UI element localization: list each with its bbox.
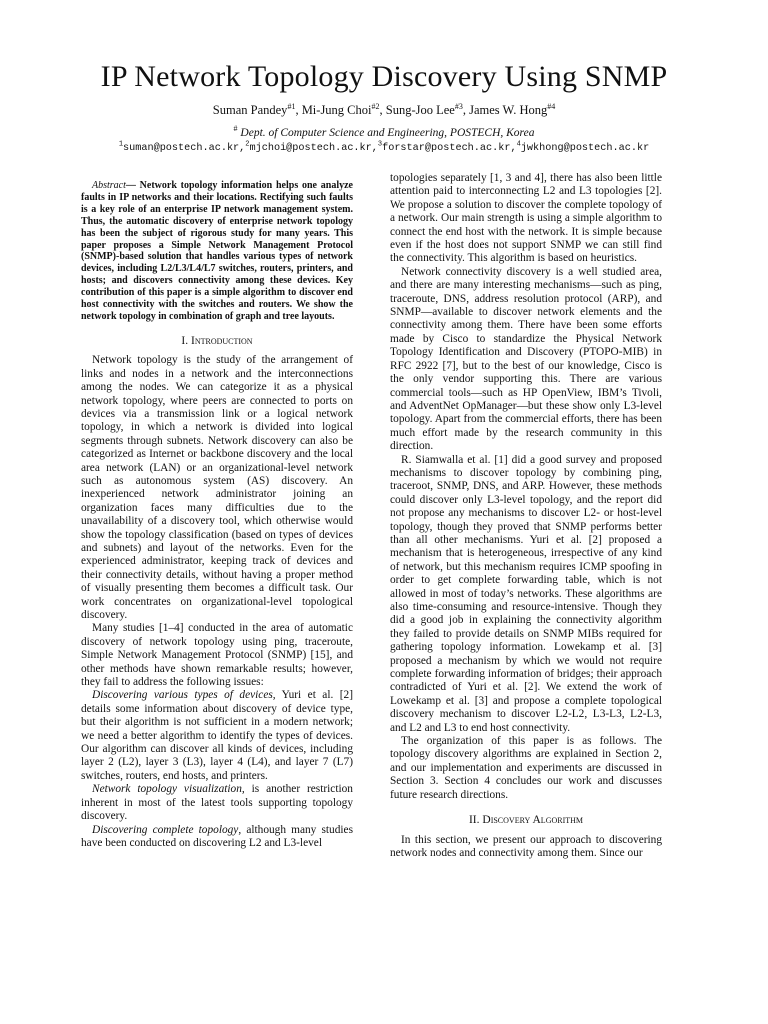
issue-item: Network topology visualization, is another restriction inherent in most of the latest tools supporting topology discovery. [81,783,353,823]
right-column [390,172,662,860]
email-list [0,141,768,154]
email-address: $^4$jwkhong@postech.ac.kr [516,141,650,155]
abstract-label: Abstract [92,180,126,191]
email-address: $^2$mjchoi@postech.ac.kr, [245,141,378,155]
body-paragraph: The organization of this paper is as follows. The topology discovery algorithms are explained in Section 2, and our implementation and experiments are discussed in Section 3. Section 4 concludes our work and discusses future research directions. [390,735,662,801]
left-column [81,180,353,850]
issue-item: Discovering complete topology, although many studies have been conducted on discovering L2 and L3-level [81,823,353,849]
paper-title: IP Network Topology Discovery Using SNMP [100,60,668,93]
author-list [0,102,768,118]
affiliation: # Dept. of Computer Science and Engineering, POSTECH, Korea [233,124,535,139]
section-heading-introduction: I. Introduction [181,334,253,347]
author: Mi-Jung Choi$^{\#2}$, [301,102,386,118]
intro-paragraph: Network topology is the study of the arrangement of links and nodes in a network and the interconnections among the nodes. We can categorize it as a physical network topology, where peers are connected to ports on devices via a transmission link or a logical network topology, in which a network is divided into logical segments through subnets. Network discovery can also be categorized as Internet or backbone discovery and the local area network (LAN) or an organizational-level network such as autonomous system (AS) discovery. An inexperienced network administrator joining an organization faces many difficulties due to the unavailability of a discovery tool, which otherwise would show the topology classification (based on types of devices and subnets) and layout of the networks. Even for the experienced administrator, keeping track of devices and their connectivity details, without having a proper method of visually presenting them becomes a difficult task. Our work concentrates on organizational-level topological discovery. [81,354,353,621]
author: Sung-Joo Lee$^{\#3}$, [385,102,470,118]
email-address: $^1$suman@postech.ac.kr, [118,141,246,155]
author: James W. Hong$^{\#4}$ [469,102,556,118]
body-paragraph: In this section, we present our approach to discovering network nodes and connectivity among them. Since our [390,833,662,859]
body-paragraph: Network connectivity discovery is a well studied area, and there are many interesting mechanisms—such as ping, traceroute, DNS, address resolution protocol (ARP), and SNMP—available to discover network elements and the connectivity among them. There have been some efforts made by Cisco to standardize the Physical Network Topology Identification and Discovery (PTOPO-MIB) in RFC 2922 [7], but to the best of our knowledge, Cisco is the only vendor supporting this. There are various commercial tools—such as HP OpenView, IBM’s Tivoli, and AdventNet OpManager—but these show only L3-level topology. Apart from the commercial efforts, there has been much effort made by the research community in this direction. [390,265,662,453]
abstract-text: — Network topology information helps one analyze faults in IP networks and their locations. Rectifying such faults is a key role of an enterprise IP network management system. Thus, the automatic discovery of enterprise network topology has been the subject of rigorous study for many years. This paper proposes a Simple Network Management Protocol (SNMP)-based solution that handles various types of network devices, including L2/L3/L4/L7 switches, routers, printers, and hosts; and discovers connectivity among these devices. Key contribution of this paper is a simple algorithm to discover end host connectivity with the switches and routers. We show the network topology in combination of graph and tree layouts. [81,180,353,322]
section-heading-discovery-algorithm: II. Discovery Algorithm [468,814,584,827]
issue-item: Discovering various types of devices, Yuri et al. [2] details some information about discovery of device type, but their algorithm is not sufficient in a modern network; we need a better algorithm to identify the types of devices. Our algorithm can discover all kinds of devices, including layer 2 (L2), layer 3 (L3), layer 4 (L4), and layer 7 (L7) switches, routers, end hosts, and printers. [81,689,353,782]
abstract [81,180,353,323]
email-address: $^3$forstar@postech.ac.kr, [377,141,517,155]
body-paragraph: topologies separately [1, 3 and 4], there has also been little attention paid to interconnecting L2 and L3 topologies [2]. We propose a solution to discover the complete topology of a network. Our main strength is using a simple algorithm to connect the end host with the network. It is simple because even if the host does not support SNMP we can still find the connectivity. This algorithm is based on heuristics. [390,172,662,265]
intro-paragraph: Many studies [1–4] conducted in the area of automatic discovery of network topology using ping, traceroute, Simple Network Management Protocol (SNMP) [15], and other methods have shown remarkable results; however, they fail to address the following issues: [81,622,353,689]
author: Suman Pandey$^{\#1}$, [212,102,302,118]
body-paragraph: R. Siamwalla et al. [1] did a good survey and proposed mechanisms to discover topology by combining ping, traceroot, SNMP, DNS, and ARP. However, these methods could discover only L3-level topology, and the report did not propose any mechanisms to discover L2- or host-level topology, though they proved that SNMP performs better than all other mechanisms. Yuri et al. [2] proposed a mechanism that is heterogeneous, irrespective of any kind of network, but this mechanism requires ICMP spoofing in order to get complete forwarding table, which is not allowed in most of today’s networks. These algorithms are also time-consuming and resource-intensive. Though they did a good job in explaining the connectivity algorithm they failed to provide details on SNMP MIBs required for gathering topology information. Lowekamp et al. [3] proposed a mechanism by which we would not require complete forwarding information of bridges; their approach contradicted of Yuri et al. [2]. We extend the work of Lowekamp et al. [3] and propose a complete topological discovery mechanism to discover L2-L2, L3-L3, L2-L3, and L2 and L3 to end host connectivity. [390,453,662,734]
